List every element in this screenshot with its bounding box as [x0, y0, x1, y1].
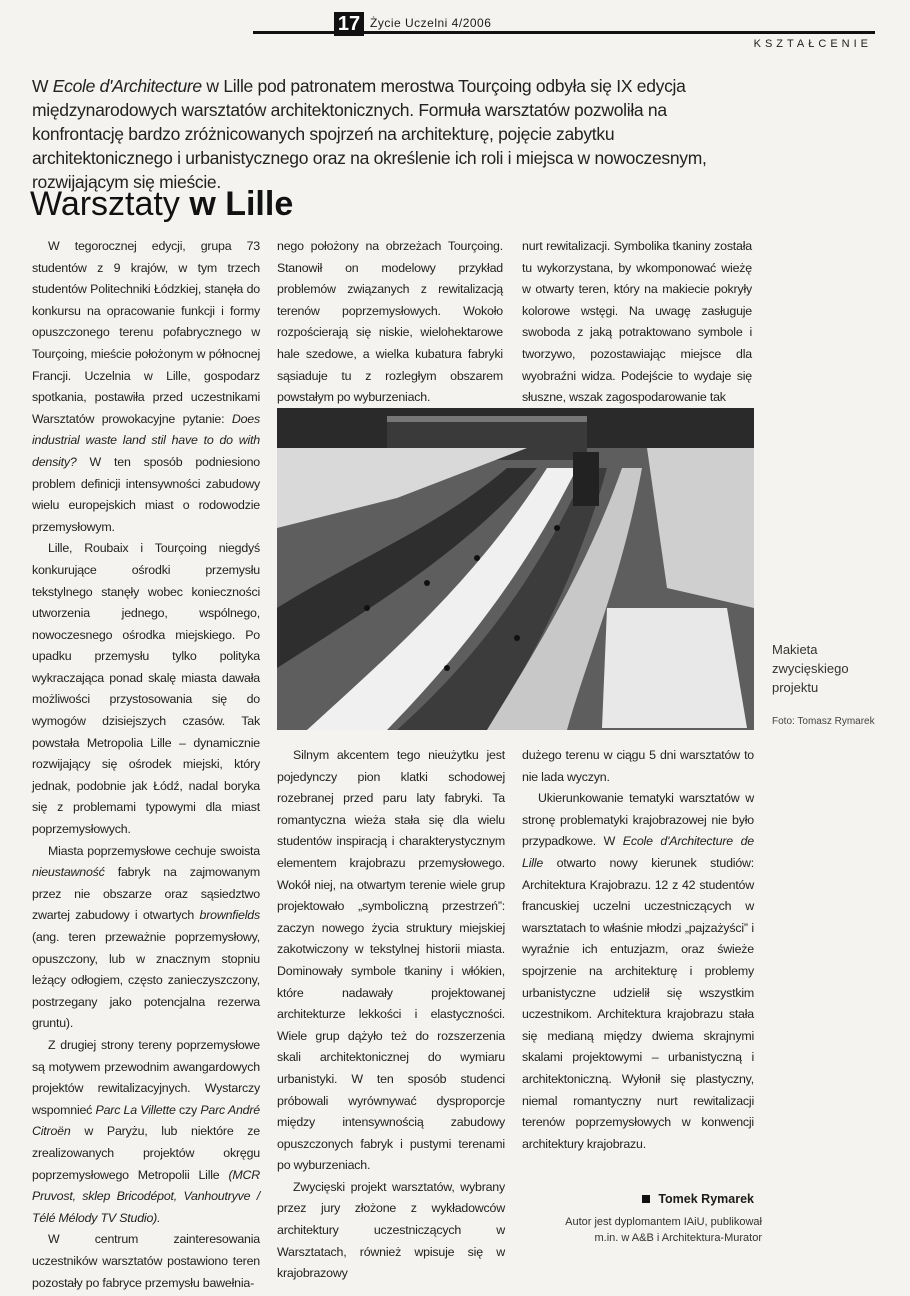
paragraph: nego położony na obrzeżach Tourçoing. Stanowił on modelowy przykład problemów związanych z rewitalizacją terenów poprzemysłowych. Wokoło rozpościerają się niskie, wielohektarowe hale szedowe, a wielka kubatura fabryki sąsiaduje tu z rozległym obszarem powstałym po wyburzeniach. — [277, 239, 503, 405]
column-2-bottom — [277, 745, 505, 1285]
title-light: Warsztaty — [30, 185, 180, 223]
issue-label: Życie Uczelni 4/2006 — [370, 16, 492, 30]
section-label: KSZTAŁCENIE — [753, 38, 872, 50]
article-title — [30, 182, 293, 226]
paragraph: dużego terenu w ciągu 5 dni warsztatów to nie lada wyczyn. — [522, 748, 754, 784]
author-name: Tomek Rymarek — [522, 1192, 754, 1206]
column-1 — [32, 236, 260, 1294]
column-3-bottom — [522, 745, 754, 1155]
column-3-top — [522, 236, 752, 409]
paragraph: W tegorocznej edycji, grupa 73 studentów z 9 krajów, w tym trzech studentów Politechniki Łódzkiej, stanęła do konkursu na opracowanie funkcji i formy opuszczonego terenu pofabrycznego w Tourçoing, mieście położonym w północnej Francji. Uczelnia w Lille, gospodarz spotkania, postawiła przed uczestnikami Warsztatów prowokacyjne pytanie: Does industrial waste land stil have to do with density? W ten sposób podniesiono problem definicji intensywności zabudowy wielu europejskich miast o rodowodzie przemysłowym. — [32, 239, 260, 534]
square-bullet-icon — [642, 1195, 650, 1203]
photo-credit: Foto: Tomasz Rymarek — [772, 716, 875, 727]
model-illustration — [277, 408, 754, 730]
column-2-top — [277, 236, 503, 409]
paragraph: Ukierunkowanie tematyki warsztatów w stronę problematyki krajobrazowej nie było przypadkowe. W Ecole d'Architecture de Lille otwarto nowy kierunek studiów: Architektura Krajobrazu. 12 z 42 studentów francuskiej uczelni uczestniczących w warsztatach to właśnie młodzi „pajzażyści” i wyraźnie ich entuzjazm, oraz świeże spojrzenie na architekturę i problemy urbanistyczne udzielił się wszystkim uczestnikom. Architektura krajobrazu stała się medianą między dwiema skrajnymi skalami projektowymi – urbanistyczną i architektoniczną. Wyłonił się plastyczny, niemal romantyczny nurt rewitalizacji terenów poprzemysłowych w konwencji architektury krajobrazu. — [522, 791, 754, 1151]
page-number: 17 — [334, 12, 364, 36]
title-bold: w Lille — [189, 185, 294, 223]
paragraph: Lille, Roubaix i Tourçoing niegdyś konkurujące ośrodki przemysłu tekstylnego stanęły wobec konieczności utworzenia jednego, wspólnego, nowoczesnego ośrodka miejskiego. Po upadku przemysłu tylko polityka wykraczająca ponad skalę miasta dawała możliwości przystosowania się do wymogów dzisiejszych czasów. Tak powstała Metropolia Lille – dynamicznie rozwijający się ośrodek miejski, który jednak, podobnie jak Łódź, nadal boryka się z problemami typowymi dla miast poprzemysłowych. — [32, 541, 260, 837]
photo-caption: Makieta zwycięskiego projektu — [772, 642, 849, 695]
lead-paragraph: W Ecole d'Architecture w Lille pod patronatem merostwa Tourçoing odbyła się IX edycja międzynarodowych warsztatów architektonicznych. Formuła warsztatów pozwoliła na konfrontację bardzo zróżnicowanych spojrzeń na architekturę, pojęcie zabytku architektonicznego i urbanistycznego oraz na określenie ich roli i miejsca w nowoczesnym, rozwijającym się mieście. — [32, 76, 707, 192]
model-photo — [277, 408, 754, 730]
paragraph: Miasta poprzemysłowe cechuje swoista nieustawność fabryk na zajmowanym przez nie obszarze oraz sąsiedztwo zwartej zabudowy i otwartych brownfields (ang. teren przeważnie poprzemysłowy, opuszczony, lub w znacznym stopniu leżący odłogiem, często zanieczyszczony, postrzegany jako potencjalna rezerwa gruntu). — [32, 843, 260, 1031]
author-bio: Autor jest dyplomantem IAiU, publikował m.in. w A&B i Architektura-Murator — [565, 1216, 762, 1244]
paragraph: Z drugiej strony tereny poprzemysłowe są motywem przewodnim awangardowych projektów rewitalizacyjnych. Wystarczy wspomnieć Parc La Villette czy Parc André Citroën w Paryżu, lub niektóre ze zrealizowanych projektów okręgu poprzemysłowego Metropolii Lille (MCR Pruvost, sklep Bricodépot, Vanhoutryve / Télé Mélody TV Studio). — [32, 1037, 260, 1225]
paragraph: Silnym akcentem tego nieużytku jest pojedynczy pion klatki schodowej rozebranej przed paru laty fabryki. Ta romantyczna wieża stała się dla wielu studentów inspiracją i charakterystycznym elementem krajobrazu przemysłowego. Wokół niej, na otwartym terenie wiele grup projektowało „symboliczną przestrzeń”: zaczyn nowego życia struktury miejskiej zakotwiczony w tekstylnej historii miasta. Dominowały symbole tkaniny i włókien, które nadawały projektowanej architekturze lekkości i elastyczności. Wiele grup dążyło też do rozszerzenia skali architektonicznej do wymiaru urbanistyki. W ten sposób studenci próbowali wyrównywać dysproporcje między intensywnością zabudowy opuszczonych fabryk i pustymi terenami po wyburzeniach. — [277, 748, 505, 1173]
paragraph: nurt rewitalizacji. Symbolika tkaniny została tu wykorzystana, by wkomponować wieżę w otwarty teren, który na makiecie pokryły kolorowe wstęgi. Na uwagę zasługuje swoboda z jaką potraktowano symbole i tworzywo, pozostawiając miejsce dla wyobraźni widza. Podejście to wydaje się słuszne, wszak zagospodarowanie tak — [522, 239, 752, 405]
paragraph: Zwycięski projekt warsztatów, wybrany przez jury złożone z wykładowców architektury uczestniczących w Warsztatach, również wpisuje się w krajobrazowy — [277, 1179, 505, 1281]
paragraph: W centrum zainteresowania uczestników warsztatów postawiono teren pozostały po fabryce przemysłu bawełnia- — [32, 1232, 260, 1290]
